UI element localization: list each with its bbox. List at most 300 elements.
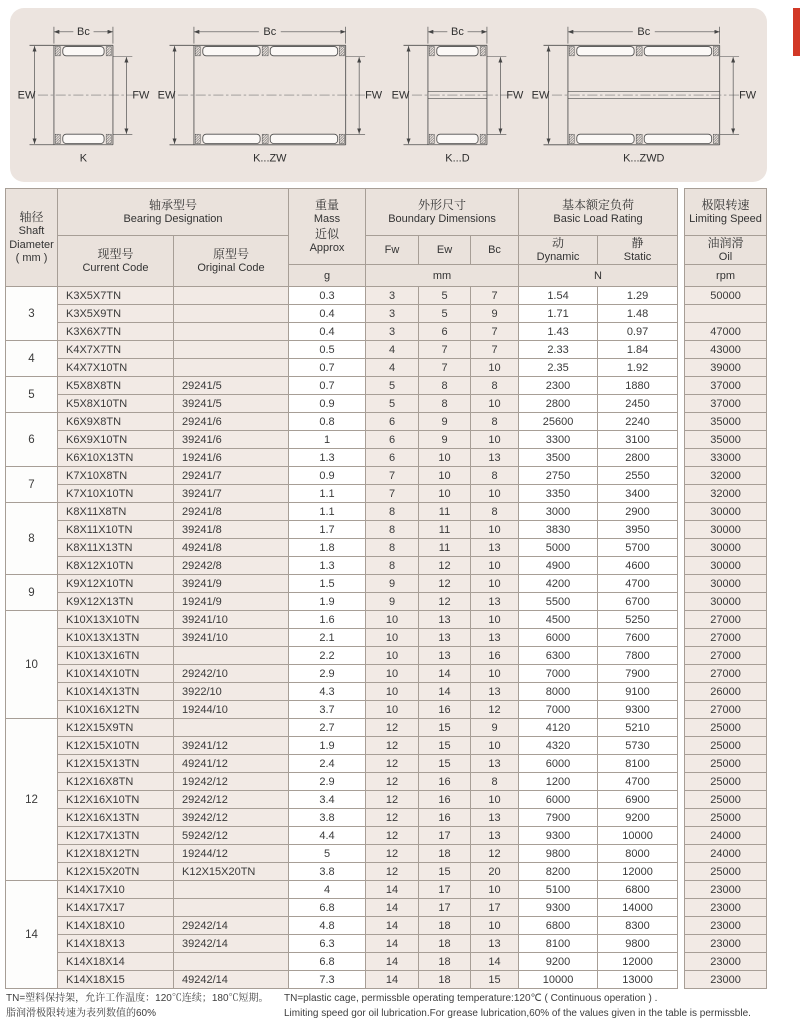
table-row xyxy=(6,917,767,935)
mass-cell: 0.3 xyxy=(289,287,366,305)
table-row xyxy=(6,719,767,737)
bc-cell: 10 xyxy=(471,575,519,593)
bc-cell: 14 xyxy=(471,953,519,971)
static-load-cell: 12000 xyxy=(598,863,678,881)
dynamic-load-cell: 5500 xyxy=(519,593,598,611)
bc-cell: 13 xyxy=(471,593,519,611)
header-shaft-diameter: 轴径 Shaft Diameter ( mm ) xyxy=(6,189,58,287)
dynamic-load-cell: 2.35 xyxy=(519,359,598,377)
fw-cell: 12 xyxy=(366,755,419,773)
bc-cell: 12 xyxy=(471,845,519,863)
static-load-cell: 8100 xyxy=(598,755,678,773)
column-gap xyxy=(678,917,685,935)
mass-cell: 0.8 xyxy=(289,413,366,431)
table-row xyxy=(6,755,767,773)
fw-label: FW xyxy=(365,89,383,102)
oil-speed-cell: 25000 xyxy=(685,755,767,773)
oil-speed-cell: 25000 xyxy=(685,809,767,827)
ew-cell: 6 xyxy=(419,323,471,341)
oil-speed-cell: 27000 xyxy=(685,701,767,719)
bc-cell: 10 xyxy=(471,485,519,503)
ew-cell: 13 xyxy=(419,647,471,665)
original-code-cell: 39242/12 xyxy=(174,809,289,827)
ew-label: EW xyxy=(531,89,550,102)
oil-speed-cell: 47000 xyxy=(685,323,767,341)
mass-cell: 1.1 xyxy=(289,485,366,503)
oil-speed-cell: 24000 xyxy=(685,827,767,845)
bc-cell: 8 xyxy=(471,773,519,791)
ew-cell: 18 xyxy=(419,953,471,971)
table-row xyxy=(6,953,767,971)
static-load-cell: 1.84 xyxy=(598,341,678,359)
current-code-cell: K14X18X10 xyxy=(58,917,174,935)
fw-cell: 10 xyxy=(366,611,419,629)
oil-speed-cell: 24000 xyxy=(685,845,767,863)
dynamic-load-cell: 9800 xyxy=(519,845,598,863)
column-gap xyxy=(678,791,685,809)
shaft-diameter-cell: 4 xyxy=(6,341,58,377)
bc-label: Bc xyxy=(637,26,651,39)
bc-cell: 10 xyxy=(471,395,519,413)
bc-cell: 13 xyxy=(471,629,519,647)
table-row xyxy=(6,665,767,683)
original-code-cell xyxy=(174,647,289,665)
mass-cell: 0.9 xyxy=(289,467,366,485)
dynamic-load-cell: 4900 xyxy=(519,557,598,575)
fw-cell: 9 xyxy=(366,593,419,611)
table-row xyxy=(6,791,767,809)
header-static: 静 Static xyxy=(598,236,678,265)
fw-cell: 6 xyxy=(366,413,419,431)
fw-cell: 14 xyxy=(366,917,419,935)
dynamic-load-cell: 1.54 xyxy=(519,287,598,305)
current-code-cell: K10X13X10TN xyxy=(58,611,174,629)
ew-cell: 11 xyxy=(419,503,471,521)
current-code-cell: K4X7X7TN xyxy=(58,341,174,359)
table-row xyxy=(6,611,767,629)
static-load-cell: 13000 xyxy=(598,971,678,989)
ew-cell: 12 xyxy=(419,593,471,611)
dynamic-load-cell: 3300 xyxy=(519,431,598,449)
table-row xyxy=(6,881,767,899)
bc-cell: 10 xyxy=(471,881,519,899)
oil-speed-cell: 23000 xyxy=(685,899,767,917)
column-gap xyxy=(678,935,685,953)
bc-cell: 13 xyxy=(471,683,519,701)
ew-cell: 10 xyxy=(419,449,471,467)
bc-label: Bc xyxy=(263,26,277,39)
column-gap xyxy=(678,557,685,575)
fw-cell: 14 xyxy=(366,971,419,989)
current-code-cell: K10X16X12TN xyxy=(58,701,174,719)
bc-label: Bc xyxy=(450,26,464,39)
bc-cell: 9 xyxy=(471,305,519,323)
current-code-cell: K3X5X7TN xyxy=(58,287,174,305)
table-row xyxy=(6,413,767,431)
oil-speed-cell: 30000 xyxy=(685,521,767,539)
ew-cell: 12 xyxy=(419,575,471,593)
table-row xyxy=(6,341,767,359)
original-code-cell: 29242/8 xyxy=(174,557,289,575)
fw-cell: 14 xyxy=(366,899,419,917)
ew-cell: 10 xyxy=(419,485,471,503)
fw-cell: 7 xyxy=(366,467,419,485)
original-code-cell: 39241/8 xyxy=(174,521,289,539)
ew-cell: 13 xyxy=(419,629,471,647)
dynamic-load-cell: 3000 xyxy=(519,503,598,521)
footnote-chinese: TN=塑料保持架，允许工作温度：120℃连续；180℃短期。 脂润滑极限转速为表列数值的60% xyxy=(6,993,269,1019)
diagram-label: K...ZWD xyxy=(623,152,665,165)
oil-speed-cell: 32000 xyxy=(685,467,767,485)
original-code-cell: 29241/7 xyxy=(174,467,289,485)
ew-cell: 14 xyxy=(419,683,471,701)
mass-cell: 1.3 xyxy=(289,557,366,575)
oil-speed-cell: 35000 xyxy=(685,431,767,449)
ew-cell: 17 xyxy=(419,827,471,845)
header-limiting-speed: 极限转速 Limiting Speed xyxy=(685,189,767,236)
oil-speed-cell xyxy=(685,305,767,323)
current-code-cell: K10X14X13TN xyxy=(58,683,174,701)
oil-speed-cell: 27000 xyxy=(685,647,767,665)
mass-cell: 2.9 xyxy=(289,773,366,791)
table-row xyxy=(6,647,767,665)
ew-cell: 15 xyxy=(419,737,471,755)
column-gap xyxy=(678,189,685,287)
bc-cell: 13 xyxy=(471,755,519,773)
oil-speed-cell: 30000 xyxy=(685,593,767,611)
dynamic-load-cell: 6800 xyxy=(519,917,598,935)
fw-cell: 3 xyxy=(366,323,419,341)
current-code-cell: K8X11X13TN xyxy=(58,539,174,557)
fw-cell: 6 xyxy=(366,449,419,467)
mass-cell: 0.4 xyxy=(289,323,366,341)
static-load-cell: 9800 xyxy=(598,935,678,953)
mass-cell: 1.1 xyxy=(289,503,366,521)
bearing-diagram-k xyxy=(16,20,154,165)
oil-speed-cell: 23000 xyxy=(685,971,767,989)
ew-cell: 5 xyxy=(419,287,471,305)
fw-cell: 12 xyxy=(366,737,419,755)
fw-cell: 7 xyxy=(366,485,419,503)
ew-cell: 14 xyxy=(419,665,471,683)
fw-cell: 14 xyxy=(366,935,419,953)
ew-cell: 7 xyxy=(419,341,471,359)
header-current-code: 现型号 Current Code xyxy=(58,236,174,287)
mass-cell: 0.9 xyxy=(289,395,366,413)
current-code-cell: K8X12X10TN xyxy=(58,557,174,575)
mass-cell: 2.7 xyxy=(289,719,366,737)
oil-speed-cell: 25000 xyxy=(685,863,767,881)
table-row xyxy=(6,449,767,467)
dynamic-load-cell: 7000 xyxy=(519,701,598,719)
ew-cell: 18 xyxy=(419,917,471,935)
fw-label: FW xyxy=(505,89,523,102)
fw-cell: 12 xyxy=(366,827,419,845)
diagram-panel xyxy=(10,8,767,182)
dynamic-load-cell: 2800 xyxy=(519,395,598,413)
ew-cell: 9 xyxy=(419,431,471,449)
mass-cell: 3.4 xyxy=(289,791,366,809)
static-load-cell: 2450 xyxy=(598,395,678,413)
original-code-cell: 39241/5 xyxy=(174,395,289,413)
mass-cell: 4.4 xyxy=(289,827,366,845)
shaft-diameter-cell: 7 xyxy=(6,467,58,503)
current-code-cell: K12X15X20TN xyxy=(58,863,174,881)
original-code-cell: 19244/12 xyxy=(174,845,289,863)
current-code-cell: K10X13X13TN xyxy=(58,629,174,647)
table-row xyxy=(6,629,767,647)
oil-speed-cell: 25000 xyxy=(685,719,767,737)
header-basic-load-rating: 基本额定负荷 Basic Load Rating xyxy=(519,189,678,236)
dynamic-load-cell: 8200 xyxy=(519,863,598,881)
fw-cell: 6 xyxy=(366,431,419,449)
bc-cell: 17 xyxy=(471,899,519,917)
column-gap xyxy=(678,467,685,485)
bc-cell: 10 xyxy=(471,791,519,809)
original-code-cell: 19244/10 xyxy=(174,701,289,719)
dynamic-load-cell: 10000 xyxy=(519,971,598,989)
static-load-cell: 12000 xyxy=(598,953,678,971)
oil-speed-cell: 27000 xyxy=(685,611,767,629)
header-boundary-dimensions: 外形尺寸 Boundary Dimensions xyxy=(366,189,519,236)
column-gap xyxy=(678,611,685,629)
bc-cell: 7 xyxy=(471,287,519,305)
static-load-cell: 4600 xyxy=(598,557,678,575)
fw-label: FW xyxy=(739,89,757,102)
original-code-cell: 29241/5 xyxy=(174,377,289,395)
static-load-cell: 4700 xyxy=(598,575,678,593)
fw-cell: 12 xyxy=(366,863,419,881)
dynamic-load-cell: 9300 xyxy=(519,827,598,845)
shaft-diameter-cell: 12 xyxy=(6,719,58,881)
mass-cell: 1.5 xyxy=(289,575,366,593)
mass-cell: 6.8 xyxy=(289,953,366,971)
static-load-cell: 3400 xyxy=(598,485,678,503)
bc-cell: 10 xyxy=(471,737,519,755)
current-code-cell: K6X9X8TN xyxy=(58,413,174,431)
table-row xyxy=(6,395,767,413)
current-code-cell: K12X16X13TN xyxy=(58,809,174,827)
ew-cell: 17 xyxy=(419,899,471,917)
ew-cell: 16 xyxy=(419,773,471,791)
original-code-cell xyxy=(174,953,289,971)
ew-label: EW xyxy=(17,89,36,102)
column-gap xyxy=(678,899,685,917)
static-load-cell: 2550 xyxy=(598,467,678,485)
dynamic-load-cell: 3830 xyxy=(519,521,598,539)
static-load-cell: 5730 xyxy=(598,737,678,755)
column-gap xyxy=(678,593,685,611)
static-load-cell: 9300 xyxy=(598,701,678,719)
static-load-cell: 1.92 xyxy=(598,359,678,377)
oil-speed-cell: 50000 xyxy=(685,287,767,305)
mass-cell: 6.8 xyxy=(289,899,366,917)
header-unit-mm: mm xyxy=(366,265,519,287)
fw-cell: 3 xyxy=(366,305,419,323)
oil-speed-cell: 39000 xyxy=(685,359,767,377)
table-row xyxy=(6,683,767,701)
bc-cell: 10 xyxy=(471,665,519,683)
fw-cell: 12 xyxy=(366,773,419,791)
dynamic-load-cell: 25600 xyxy=(519,413,598,431)
fw-cell: 12 xyxy=(366,845,419,863)
mass-cell: 7.3 xyxy=(289,971,366,989)
mass-cell: 4.8 xyxy=(289,917,366,935)
table-row xyxy=(6,539,767,557)
column-gap xyxy=(678,359,685,377)
current-code-cell: K7X10X8TN xyxy=(58,467,174,485)
static-load-cell: 6700 xyxy=(598,593,678,611)
table-row xyxy=(6,323,767,341)
mass-cell: 2.1 xyxy=(289,629,366,647)
original-code-cell: 29242/14 xyxy=(174,917,289,935)
mass-cell: 1.7 xyxy=(289,521,366,539)
footnote-english: TN=plastic cage, permissble operating temperature:120℃ ( Continuous operation ) . Limiting speed gor oil lubrication.For grease lubrication,60% of the values given in the table is permissble. xyxy=(284,993,751,1019)
oil-speed-cell: 43000 xyxy=(685,341,767,359)
fw-cell: 10 xyxy=(366,629,419,647)
bc-cell: 7 xyxy=(471,323,519,341)
dynamic-load-cell: 4200 xyxy=(519,575,598,593)
fw-cell: 14 xyxy=(366,881,419,899)
shaft-diameter-cell: 6 xyxy=(6,413,58,467)
bc-cell: 12 xyxy=(471,701,519,719)
header-fw: Fw xyxy=(366,236,419,265)
table-row xyxy=(6,485,767,503)
bc-cell: 8 xyxy=(471,467,519,485)
column-gap xyxy=(678,539,685,557)
oil-speed-cell: 23000 xyxy=(685,953,767,971)
fw-cell: 8 xyxy=(366,539,419,557)
original-code-cell xyxy=(174,719,289,737)
dynamic-load-cell: 2.33 xyxy=(519,341,598,359)
table-row xyxy=(6,431,767,449)
diagram-label: K xyxy=(79,152,88,165)
oil-speed-cell: 27000 xyxy=(685,665,767,683)
current-code-cell: K5X8X10TN xyxy=(58,395,174,413)
bc-cell: 13 xyxy=(471,827,519,845)
bearing-diagram-kzw xyxy=(156,20,387,165)
table-row xyxy=(6,737,767,755)
oil-speed-cell: 37000 xyxy=(685,377,767,395)
mass-cell: 2.4 xyxy=(289,755,366,773)
header-unit-rpm: rpm xyxy=(685,265,767,287)
fw-cell: 4 xyxy=(366,341,419,359)
header-ew: Ew xyxy=(419,236,471,265)
mass-cell: 2.9 xyxy=(289,665,366,683)
oil-speed-cell: 35000 xyxy=(685,413,767,431)
original-code-cell xyxy=(174,305,289,323)
static-load-cell: 3950 xyxy=(598,521,678,539)
table-row xyxy=(6,809,767,827)
original-code-cell: 19241/6 xyxy=(174,449,289,467)
original-code-cell: 49241/12 xyxy=(174,755,289,773)
header-oil: 油润滑 Oil xyxy=(685,236,767,265)
current-code-cell: K6X10X13TN xyxy=(58,449,174,467)
table-row xyxy=(6,899,767,917)
static-load-cell: 7800 xyxy=(598,647,678,665)
mass-cell: 1.3 xyxy=(289,449,366,467)
table-row xyxy=(6,701,767,719)
static-load-cell: 5700 xyxy=(598,539,678,557)
mass-cell: 0.4 xyxy=(289,305,366,323)
footnotes xyxy=(6,991,796,1021)
column-gap xyxy=(678,485,685,503)
fw-cell: 14 xyxy=(366,953,419,971)
static-load-cell: 5210 xyxy=(598,719,678,737)
column-gap xyxy=(678,755,685,773)
bc-cell: 13 xyxy=(471,449,519,467)
original-code-cell: 39241/6 xyxy=(174,431,289,449)
ew-cell: 5 xyxy=(419,305,471,323)
column-gap xyxy=(678,413,685,431)
ew-cell: 13 xyxy=(419,611,471,629)
oil-speed-cell: 26000 xyxy=(685,683,767,701)
static-load-cell: 7900 xyxy=(598,665,678,683)
ew-cell: 18 xyxy=(419,845,471,863)
current-code-cell: K4X7X10TN xyxy=(58,359,174,377)
original-code-cell xyxy=(174,899,289,917)
column-gap xyxy=(678,629,685,647)
oil-speed-cell: 23000 xyxy=(685,935,767,953)
original-code-cell: 29241/6 xyxy=(174,413,289,431)
dynamic-load-cell: 5000 xyxy=(519,539,598,557)
current-code-cell: K3X5X9TN xyxy=(58,305,174,323)
column-gap xyxy=(678,395,685,413)
original-code-cell: 29242/12 xyxy=(174,791,289,809)
oil-speed-cell: 25000 xyxy=(685,737,767,755)
ew-cell: 16 xyxy=(419,809,471,827)
mass-cell: 3.8 xyxy=(289,863,366,881)
dynamic-load-cell: 6000 xyxy=(519,629,598,647)
column-gap xyxy=(678,737,685,755)
oil-speed-cell: 30000 xyxy=(685,557,767,575)
mass-cell: 0.5 xyxy=(289,341,366,359)
original-code-cell: 3922/10 xyxy=(174,683,289,701)
current-code-cell: K14X18X15 xyxy=(58,971,174,989)
column-gap xyxy=(678,521,685,539)
current-code-cell: K12X15X13TN xyxy=(58,755,174,773)
ew-cell: 18 xyxy=(419,935,471,953)
static-load-cell: 9100 xyxy=(598,683,678,701)
page-edge-red-marker xyxy=(793,8,800,56)
table-row xyxy=(6,935,767,953)
original-code-cell xyxy=(174,359,289,377)
bc-cell: 9 xyxy=(471,719,519,737)
fw-cell: 4 xyxy=(366,359,419,377)
bc-cell: 10 xyxy=(471,917,519,935)
original-code-cell: 39241/10 xyxy=(174,629,289,647)
header-unit-g: g xyxy=(289,265,366,287)
column-gap xyxy=(678,287,685,305)
dynamic-load-cell: 6000 xyxy=(519,755,598,773)
original-code-cell: 29241/8 xyxy=(174,503,289,521)
mass-cell: 6.3 xyxy=(289,935,366,953)
fw-cell: 5 xyxy=(366,377,419,395)
current-code-cell: K12X18X12TN xyxy=(58,845,174,863)
dynamic-load-cell: 7900 xyxy=(519,809,598,827)
current-code-cell: K6X9X10TN xyxy=(58,431,174,449)
original-code-cell: 49242/14 xyxy=(174,971,289,989)
mass-cell: 0.7 xyxy=(289,377,366,395)
ew-cell: 9 xyxy=(419,413,471,431)
ew-cell: 18 xyxy=(419,971,471,989)
dynamic-load-cell: 5100 xyxy=(519,881,598,899)
table-row xyxy=(6,575,767,593)
table-row xyxy=(6,593,767,611)
oil-speed-cell: 27000 xyxy=(685,629,767,647)
original-code-cell: 39241/10 xyxy=(174,611,289,629)
column-gap xyxy=(678,683,685,701)
